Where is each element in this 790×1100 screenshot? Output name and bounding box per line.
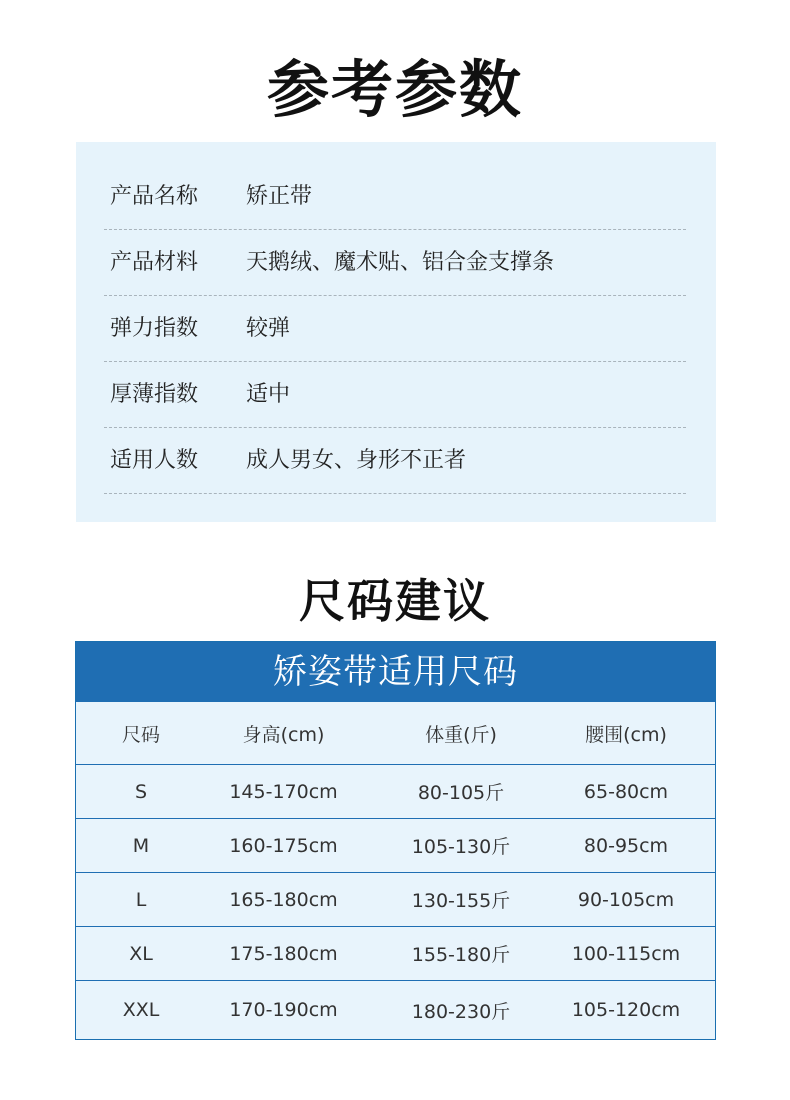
table-cell: 65-80cm: [583, 780, 669, 803]
param-row-thickness: [104, 362, 686, 428]
table-cell: 145-170cm: [229, 780, 338, 803]
param-row-product-name: [104, 164, 686, 230]
param-label: 弹力指数: [110, 316, 199, 341]
table-cell: 105-120cm: [571, 999, 681, 1021]
table-row: [76, 764, 715, 818]
param-value: 矫正带: [246, 184, 313, 209]
table-header-cell: 尺码: [121, 723, 160, 746]
param-label: 产品名称: [110, 184, 199, 209]
param-row-elasticity: [104, 296, 686, 362]
table-cell: 100-115cm: [571, 942, 681, 965]
table-cell: M: [132, 834, 150, 857]
table-title: 矫姿带适用尺码: [76, 642, 715, 702]
table-row: [76, 872, 715, 926]
params-title: 参考参数: [266, 53, 523, 126]
table-row: [76, 818, 715, 872]
size-table: [75, 641, 716, 1040]
table-cell: 80-105斤: [417, 782, 505, 804]
table-cell: 155-180斤: [411, 944, 511, 966]
table-cell: 130-155斤: [411, 890, 511, 912]
params-panel: [76, 142, 716, 522]
param-value: 适中: [246, 382, 291, 407]
table-header-cell: 腰围(cm): [585, 723, 667, 746]
table-cell: 105-130斤: [411, 836, 511, 858]
param-value: 天鹅绒、魔术贴、铝合金支撑条: [246, 250, 555, 275]
table-cell: 160-175cm: [229, 834, 338, 857]
table-header-row: [76, 702, 715, 764]
table-cell: 90-105cm: [577, 888, 675, 911]
table-cell: XL: [129, 942, 153, 965]
table-cell: 175-180cm: [229, 942, 338, 965]
param-value: 较弹: [246, 316, 291, 341]
param-value: 成人男女、身形不正者: [246, 448, 467, 473]
param-row-material: [104, 230, 686, 296]
table-cell: 180-230斤: [411, 1000, 511, 1023]
table-cell: 80-95cm: [583, 834, 669, 857]
table-header-cell: 身高(cm): [242, 723, 325, 746]
param-label: 厚薄指数: [110, 382, 199, 407]
table-row: [76, 980, 715, 1039]
table-row: [76, 926, 715, 980]
param-row-users: [104, 428, 686, 494]
table-cell: S: [134, 780, 148, 803]
table-cell: 170-190cm: [229, 999, 338, 1021]
table-header-cell: 体重(斤): [425, 723, 497, 746]
param-label: 产品材料: [110, 250, 199, 275]
table-cell: 165-180cm: [229, 888, 338, 911]
size-title: 尺码建议: [299, 574, 491, 628]
table-cell: XXL: [122, 999, 160, 1021]
param-label: 适用人数: [110, 448, 199, 473]
table-cell: L: [135, 888, 147, 911]
